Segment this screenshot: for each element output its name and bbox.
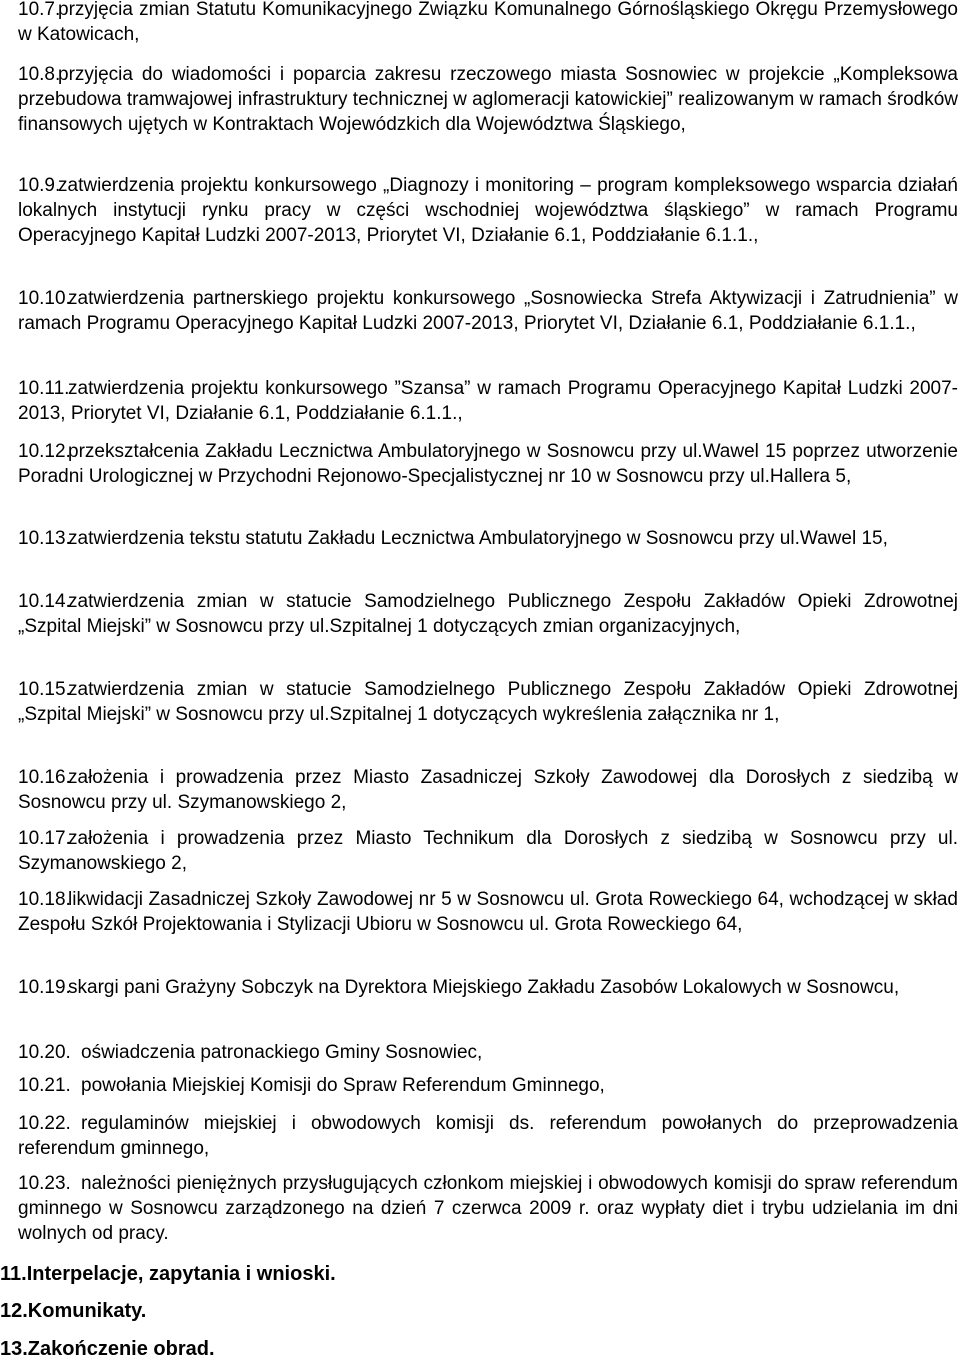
item-number: 10.17. <box>18 828 71 849</box>
item-number: 10.11. <box>18 378 70 399</box>
item-text: należności pieniężnych przysługujących członkom miejskiej i obwodowych komisji do spraw referendum gminnego w Sosnowcu zarządzonego na dzień 7 czerwca 2009 r. oraz wypłaty diet i trybu udzielania im dni wolnych od pracy. <box>18 1173 958 1244</box>
list-item <box>18 677 958 727</box>
item-number: 10.13. <box>18 528 71 549</box>
item-text: regulaminów miejskiej i obwodowych komisji ds. referendum powołanych do przeprowadzenia referendum gminnego, <box>18 1113 958 1159</box>
item-number: 10.14. <box>18 591 71 612</box>
item-text: zatwierdzenia zmian w statucie Samodzielnego Publicznego Zespołu Zakładów Opieki Zdrowotnej „Szpital Miejski” w Sosnowcu przy ul.Szpitalnej 1 dotyczących wykreślenia załącznika nr 1, <box>18 679 958 725</box>
item-text: przyjęcia do wiadomości i poparcia zakresu rzeczowego miasta Sosnowiec w projekcie „Kompleksowa przebudowa tramwajowej infrastruktury technicznej w aglomeracji katowickiej” realizowanym w ramach środków finansowych ujętych w Kontraktach Wojewódzkich dla Województwa Śląskiego, <box>18 64 958 135</box>
list-item <box>18 62 958 137</box>
list-item <box>18 439 958 489</box>
list-item <box>18 1111 958 1161</box>
item-text: przyjęcia zmian Statutu Komunikacyjnego Związku Komunalnego Górnośląskiego Okręgu Przemysłowego w Katowicach, <box>18 0 958 45</box>
item-number: 10.10. <box>18 288 71 309</box>
item-text: oświadczenia patronackiego Gminy Sosnowiec, <box>81 1042 483 1063</box>
item-number: 10.12. <box>18 441 71 462</box>
list-item <box>18 1073 958 1098</box>
item-text: likwidacji Zasadniczej Szkoły Zawodowej nr 5 w Sosnowcu ul. Grota Roweckiego 64, wchodzącej w skład Zespołu Szkół Projektowania i Stylizacji Ubioru w Sosnowcu ul. Grota Roweckiego 64, <box>18 889 958 935</box>
item-number: 10.16. <box>18 767 71 788</box>
item-text: zatwierdzenia partnerskiego projektu konkursowego „Sosnowiecka Strefa Aktywizacji i Zatrudnienia” w ramach Programu Operacyjnego Kapitał Ludzki 2007-2013, Priorytet VI, Działanie 6.1, Poddziałanie 6.1.1., <box>18 288 958 334</box>
list-item <box>18 286 958 336</box>
item-number: 10.23. <box>18 1173 71 1194</box>
item-text: przekształcenia Zakładu Lecznictwa Ambulatoryjnego w Sosnowcu przy ul.Wawel 15 poprzez utworzenie Poradni Urologicznej w Przychodni Rejonowo-Specjalistycznej nr 10 w Sosnowcu przy ul.Hallera 5, <box>18 441 958 487</box>
section-heading-interpelacje: 11.Interpelacje, zapytania i wnioski. <box>0 1263 336 1285</box>
item-number: 10.19. <box>18 977 71 998</box>
list-item <box>18 376 958 426</box>
list-item <box>18 526 958 551</box>
list-item <box>18 887 958 937</box>
item-number: 10.7. <box>18 0 61 20</box>
item-text: założenia i prowadzenia przez Miasto Zasadniczej Szkoły Zawodowej dla Dorosłych z siedzibą w Sosnowcu przy ul. Szymanowskiego 2, <box>18 767 958 813</box>
list-item <box>18 589 958 639</box>
list-item <box>18 0 958 47</box>
item-number: 10.8. <box>18 64 61 85</box>
item-number: 10.20. <box>18 1042 71 1063</box>
list-item <box>18 975 958 1000</box>
list-item <box>18 173 958 248</box>
item-number: 10.9. <box>18 175 61 196</box>
item-text: zatwierdzenia projektu konkursowego ”Szansa” w ramach Programu Operacyjnego Kapitał Ludzki 2007-2013, Priorytet VI, Działanie 6.1, Poddziałanie 6.1.1., <box>18 378 958 424</box>
section-heading-komunikaty: 12.Komunikaty. <box>0 1300 147 1322</box>
list-item <box>18 826 958 876</box>
item-number: 10.22. <box>18 1113 71 1134</box>
item-text: zatwierdzenia zmian w statucie Samodzielnego Publicznego Zespołu Zakładów Opieki Zdrowotnej „Szpital Miejski” w Sosnowcu przy ul.Szpitalnej 1 dotyczących zmian organizacyjnych, <box>18 591 958 637</box>
item-number: 10.15. <box>18 679 71 700</box>
list-item <box>18 1171 958 1246</box>
item-text: skargi pani Grażyny Sobczyk na Dyrektora Miejskiego Zakładu Zasobów Lokalowych w Sosnowcu, <box>68 977 900 998</box>
list-item <box>18 1040 958 1065</box>
item-text: zatwierdzenia projektu konkursowego „Diagnozy i monitoring – program kompleksowego wsparcia działań lokalnych instytucji rynku pracy w części wschodniej województwa śląskiego” w ramach Programu Operacyjnego Kapitał Ludzki 2007-2013, Priorytet VI, Działanie 6.1, Poddziałanie 6.1.1., <box>18 175 958 246</box>
item-text: zatwierdzenia tekstu statutu Zakładu Lecznictwa Ambulatoryjnego w Sosnowcu przy ul.Wawel 15, <box>68 528 888 549</box>
item-number: 10.18. <box>18 889 71 910</box>
list-item <box>18 765 958 815</box>
item-text: założenia i prowadzenia przez Miasto Technikum dla Dorosłych z siedzibą w Sosnowcu przy ul. Szymanowskiego 2, <box>18 828 958 874</box>
item-number: 10.21. <box>18 1075 71 1096</box>
section-heading-zakonczenie: 13.Zakończenie obrad. <box>0 1338 215 1360</box>
item-text: powołania Miejskiej Komisji do Spraw Referendum Gminnego, <box>81 1075 605 1096</box>
